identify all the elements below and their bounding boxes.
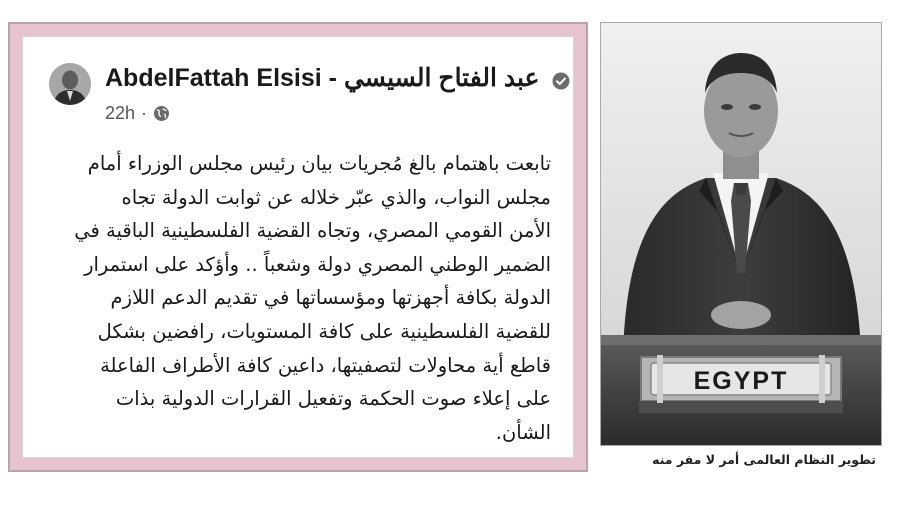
post-header [49, 55, 555, 135]
meta-separator: · [141, 103, 148, 123]
avatar[interactable] [49, 63, 91, 105]
post-timestamp[interactable]: 22h [105, 103, 136, 123]
president-photo [600, 22, 882, 446]
post-text-line: الشأن. [495, 420, 551, 444]
post-text-line: تابعت باهتمام بالغ مُجريات بيان رئيس مجلس الوزراء أمام [87, 152, 551, 175]
verified-badge-icon [552, 68, 570, 86]
post-body [49, 147, 551, 449]
post-text-line: الأمن القومي المصري، وتجاه القضية الفلسطينية الباقية في [74, 219, 551, 243]
facebook-post-card [22, 36, 574, 458]
photo-caption: تطوير النظام العالمى أمر لا مفر منه [652, 452, 876, 467]
post-frame [8, 22, 588, 472]
author-name[interactable]: AbdelFattah Elsisi - عبد الفتاح السيسي [105, 64, 540, 92]
author-name-row [105, 63, 570, 93]
nameplate-text: EGYPT [693, 367, 789, 395]
post-text-line: الضمير الوطني المصري دولة وشعباً .. وأؤكد على استمرار [84, 252, 551, 276]
globe-icon [153, 105, 170, 122]
post-text-line: قاطع أية محاولات لتصفيتها، داعين كافة الأطراف الفاعلة [100, 353, 551, 377]
post-meta [105, 103, 170, 124]
post-text-line: الدولة بكافة أجهزتها ومؤسساتها في تقديم الدعم اللازم [110, 286, 551, 310]
post-text-line: على إعلاء صوت الحكمة وتفعيل القرارات الدولية بذات [115, 387, 551, 411]
post-text-line: مجلس النواب، والذي عبّر خلاله عن ثوابت الدولة تجاه [121, 185, 551, 209]
post-text-line: للقضية الفلسطينية على كافة المستويات، رافضين بشكل [97, 319, 551, 343]
